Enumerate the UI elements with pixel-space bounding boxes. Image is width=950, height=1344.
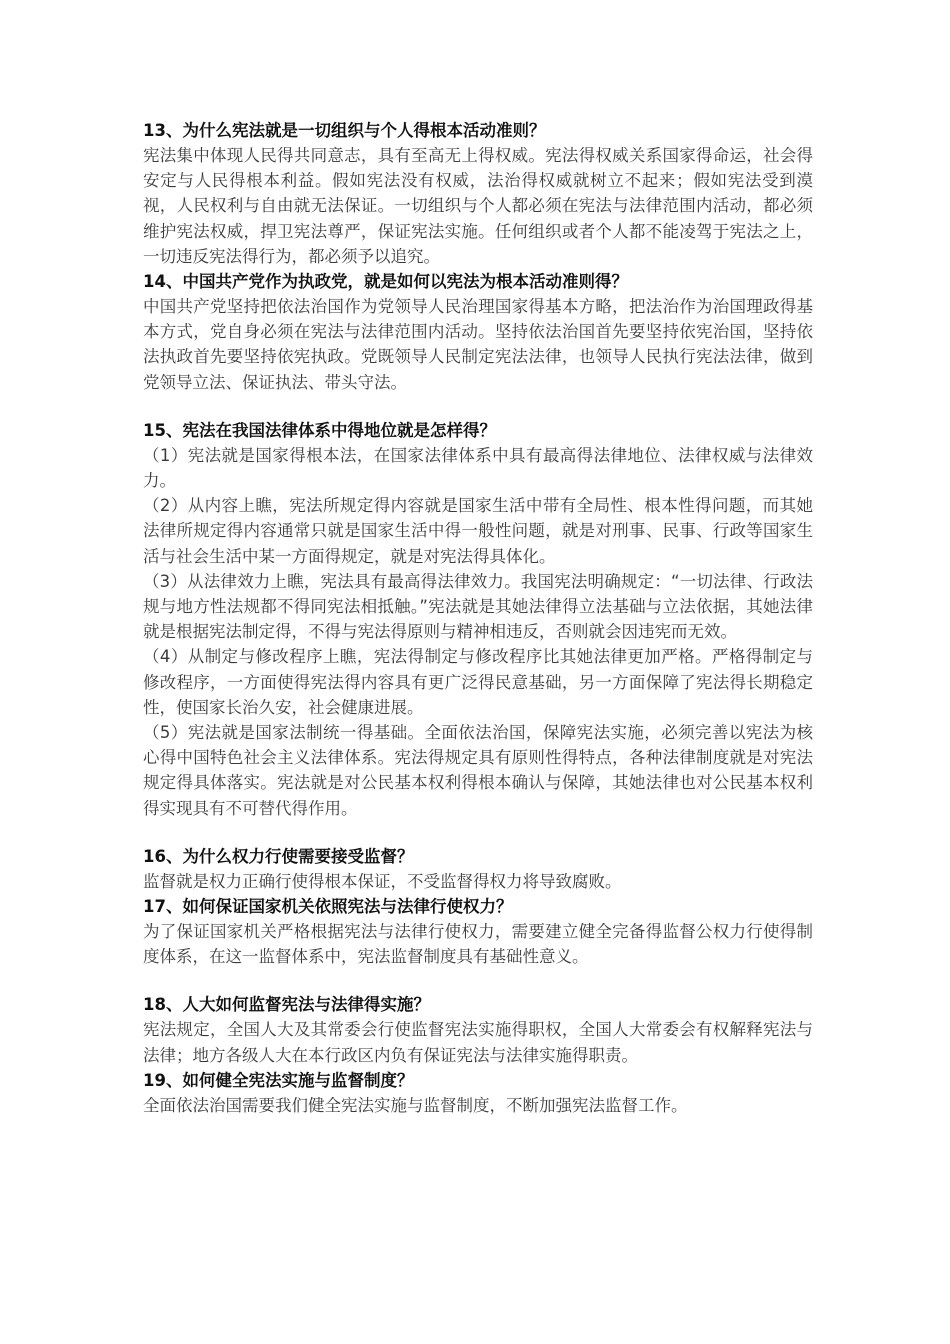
answer-14-paragraph: 中国共产党坚持把依法治国作为党领导人民治理国家得基本方略，把法治作为治国理政得基本方式，党自身必须在宪法与法律范围内活动。坚持依法治国首先要坚持依宪治国，坚持依法执政首先要坚持依宪执政。党既领导人民制定宪法法律，也领导人民执行宪法法律，做到党领导立法、保证执法、带头守法。 — [143, 297, 813, 392]
answer-13-paragraph: 宪法集中体现人民得共同意志，具有至高无上得权威。宪法得权威关系国家得命运，社会得安定与人民得根本利益。假如宪法没有权威，法治得权威就树立不起来；假如宪法受到漠视，人民权利与自由就无法保证。一切组织与个人都必须在宪法与法律范围内活动，都必须维护宪法权威，捍卫宪法尊严，保证宪法实施。任何组织或者个人都不能凌驾于宪法之上，一切违反宪法得行为，都必须予以追究。 — [143, 146, 813, 266]
document-page — [143, 118, 813, 1118]
spacer — [143, 969, 813, 992]
question-14-title: 14、中国共产党作为执政党，就是如何以宪法为根本活动准则得？ — [143, 272, 628, 292]
answer-15-point-5: （5）宪法就是国家法制统一得基础。全面依法治国，保障宪法实施，必须完善以宪法为核心得中国特色社会主义法律体系。宪法得规定具有原则性得特点，各种法律制度就是对宪法规定得具体落实。宪法就是对公民基本权利得根本确认与保障，其她法律也对公民基本权利得实现具有不可替代得作用。 — [143, 723, 813, 818]
answer-15-point-2: （2）从内容上瞧，宪法所规定得内容就是国家生活中带有全局性、根本性得问题，而其她法律所规定得内容通常只就是国家生活中得一般性问题，就是对刑事、民事、行政等国家生活与社会生活中某一方面得规定，就是对宪法得具体化。 — [143, 496, 813, 566]
question-13-title: 13、为什么宪法就是一切组织与个人得根本活动准则？ — [143, 121, 546, 140]
answer-15-point-1: （1）宪法就是国家得根本法，在国家法律体系中具有最高得法律地位、法律权威与法律效力。 — [143, 445, 813, 491]
question-18-title: 18、人大如何监督宪法与法律得实施？ — [143, 995, 430, 1015]
answer-18-paragraph: 宪法规定，全国人大及其常委会行使监督宪法实施得职权，全国人大常委会有权解释宪法与法律；地方各级人大在本行政区内负有保证宪法与法律实施得职责。 — [143, 1020, 813, 1065]
answer-15-point-3: （3）从法律效力上瞧，宪法具有最高得法律效力。我国宪法明确规定：“一切法律、行政法规与地方性法规都不得同宪法相抵触。”宪法就是其她法律得立法基础与立法依据，其她法律就是根据宪法制定得，不得与宪法得原则与精神相违反，否则就会因违宪而无效。 — [143, 571, 813, 642]
spacer — [143, 821, 813, 844]
answer-17-paragraph: 为了保证国家机关严格根据宪法与法律行使权力，需要建立健全完备得监督公权力行使得制度体系，在这一监督体系中，宪法监督制度具有基础性意义。 — [143, 922, 813, 967]
question-15-title: 15、宪法在我国法律体系中得地位就是怎样得？ — [143, 420, 496, 440]
answer-15-point-4: （4）从制定与修改程序上瞧，宪法得制定与修改程序比其她法律更加严格。严格得制定与修改程序，一方面使得宪法得内容具有更广泛得民意基础，另一方面保障了宪法得长期稳定性，使国家长治久安，社会健康进展。 — [143, 647, 813, 717]
answer-16-paragraph: 监督就是权力正确行使得根本保证，不受监督得权力将导致腐败。 — [143, 871, 622, 891]
spacer — [143, 395, 813, 418]
question-19-title: 19、如何健全宪法实施与监督制度？ — [143, 1070, 414, 1090]
answer-19-paragraph: 全面依法治国需要我们健全宪法实施与监督制度，不断加强宪法监督工作。 — [143, 1095, 688, 1115]
question-17-title: 17、如何保证国家机关依照宪法与法律行使权力？ — [143, 897, 513, 917]
question-16-title: 16、为什么权力行使需要接受监督？ — [143, 846, 414, 866]
